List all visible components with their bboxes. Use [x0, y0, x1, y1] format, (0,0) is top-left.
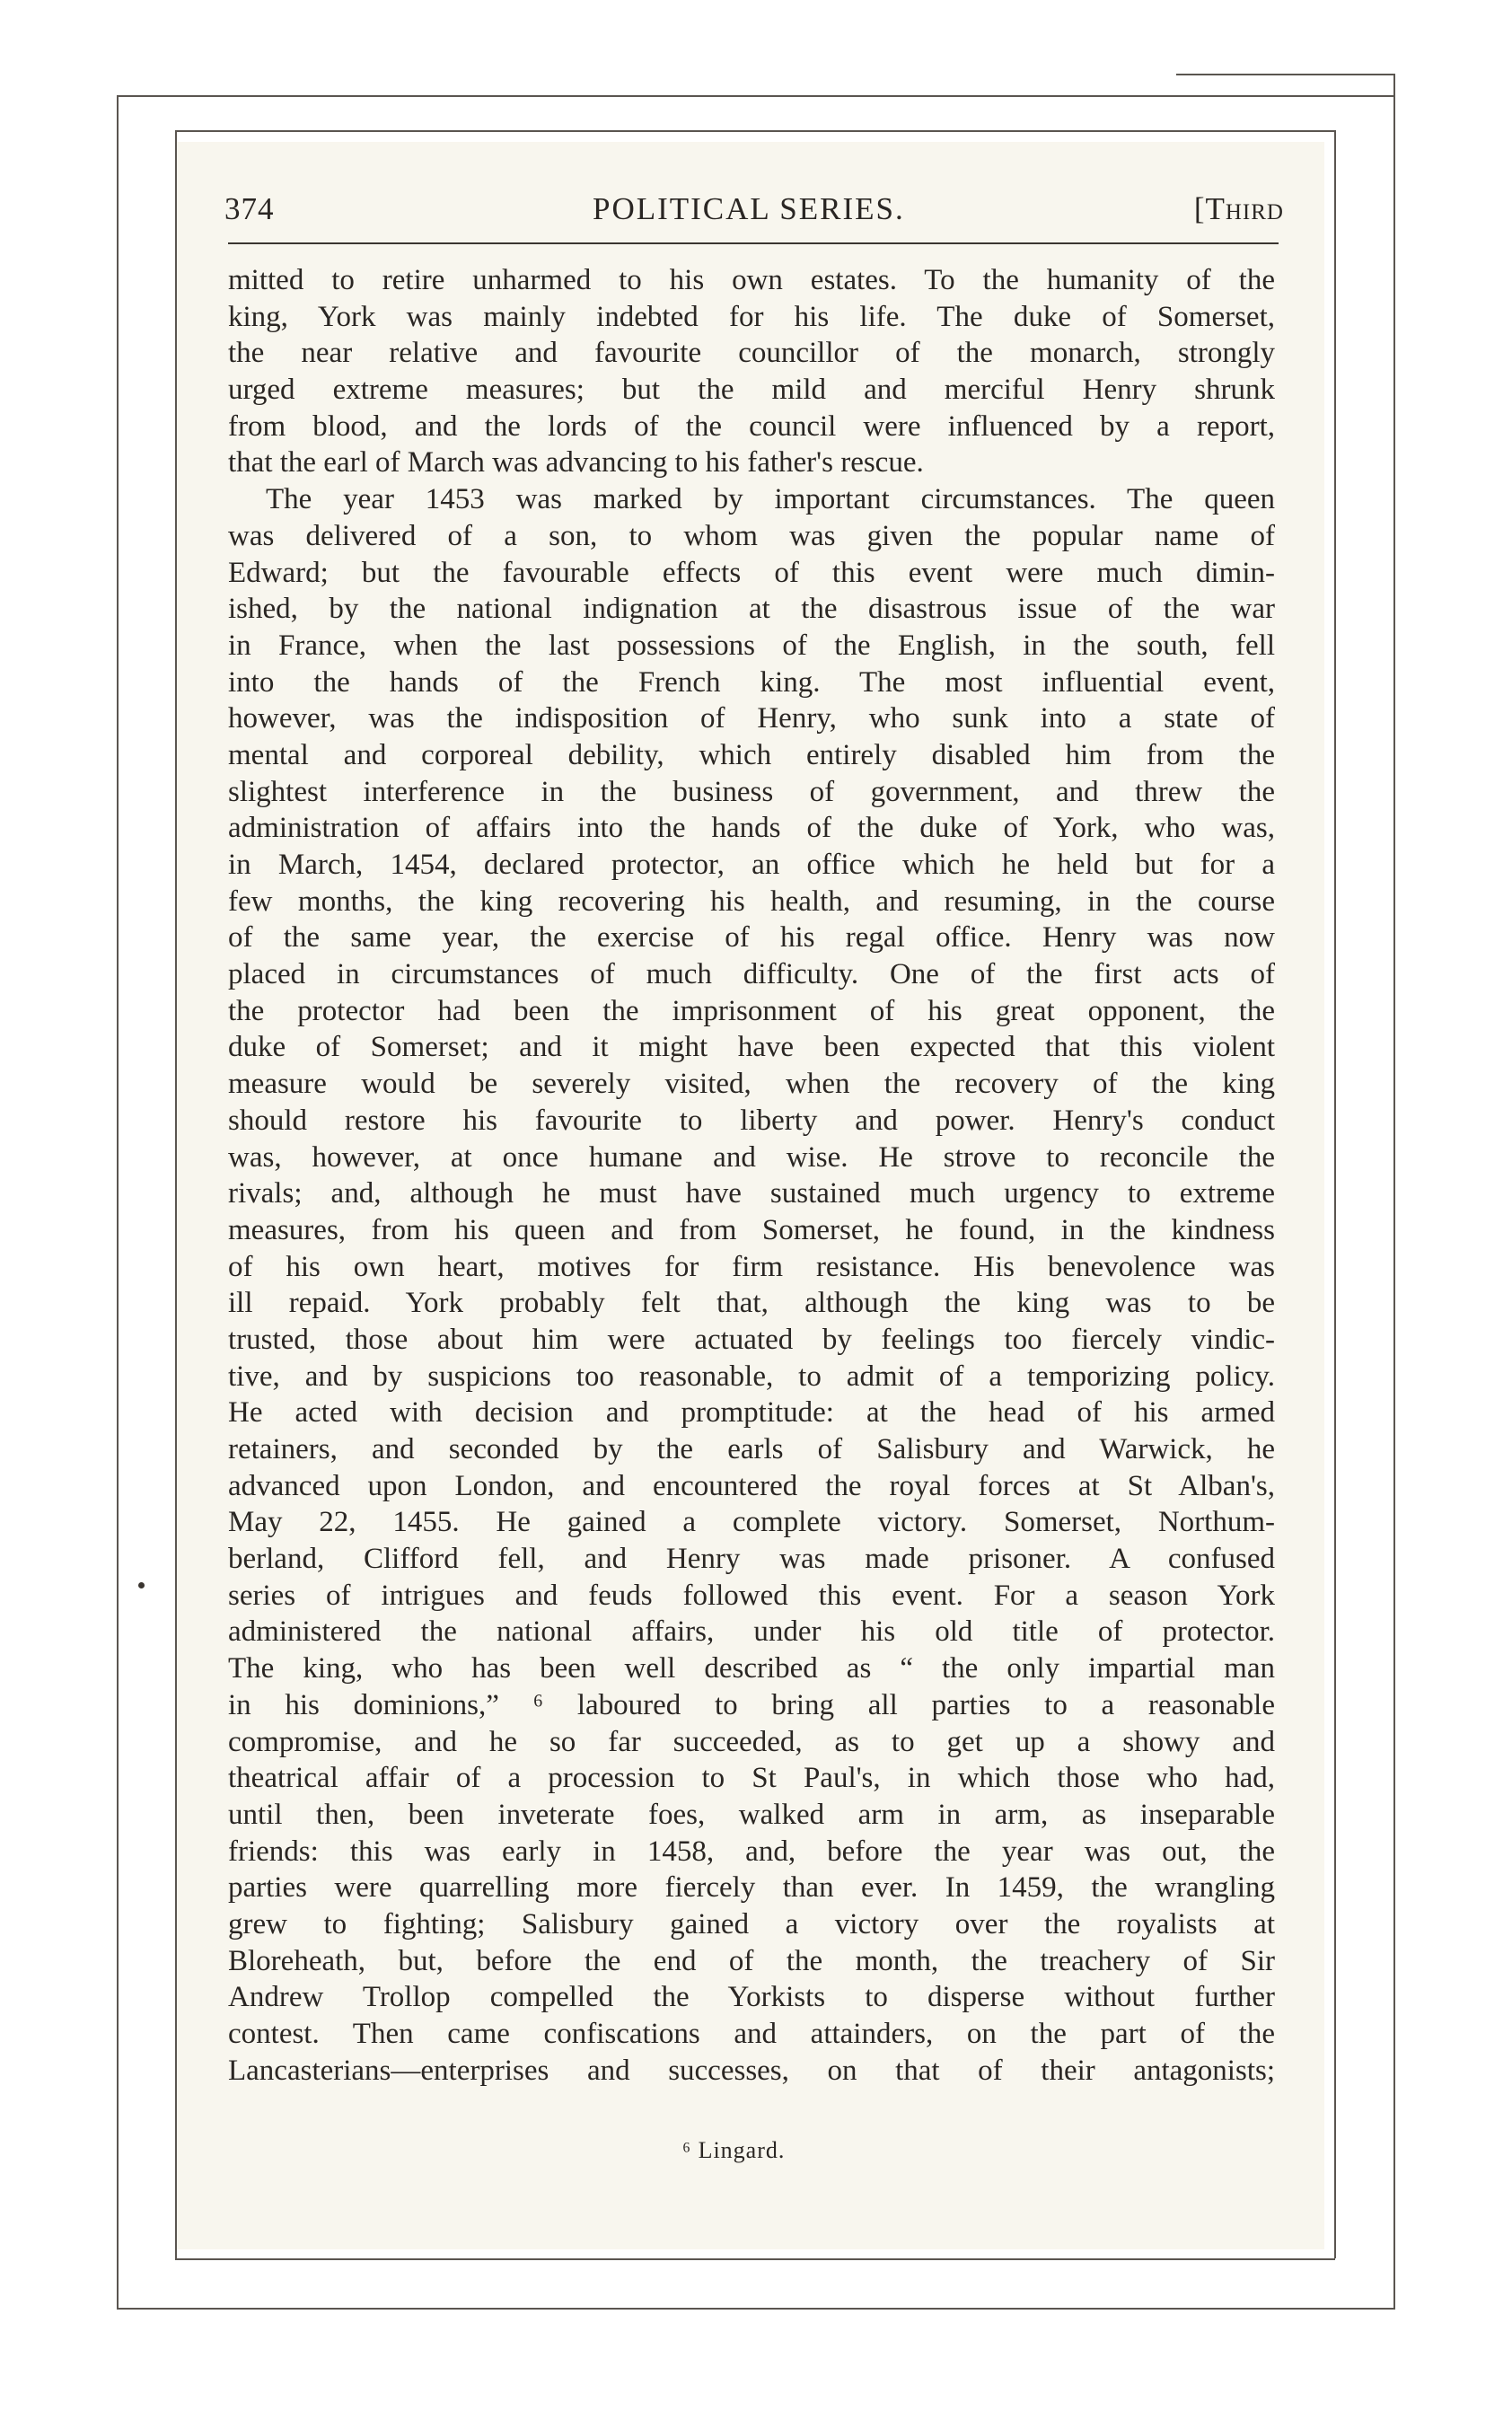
text-line: should restore his favourite to liberty and power. Henry's conduct: [228, 1104, 1275, 1137]
text-line: was, however, at once humane and wise. He strove to reconcile the: [228, 1140, 1275, 1174]
text-line: king, York was mainly indebted for his life. The duke of Somerset,: [228, 300, 1275, 333]
text-line: compromise, and he so far succeeded, as to get up a showy and: [228, 1725, 1275, 1758]
section-label: [Third: [1193, 191, 1284, 226]
text-line: berland, Clifford fell, and Henry was made prisoner. A confused: [228, 1543, 1275, 1576]
frame-outer-bottom: [117, 2308, 1395, 2310]
frame-outer-left: [117, 95, 119, 2309]
running-head: [224, 191, 1284, 245]
text-line: in his dominions,” ⁶ laboured to bring all parties to a reasonable: [228, 1688, 1275, 1721]
text-line: mitted to retire unharmed to his own estates. To the humanity of the: [228, 264, 1275, 296]
frame-inner-right: [1334, 130, 1336, 2258]
text-line: ill repaid. York probably felt that, although the king was to be: [228, 1287, 1275, 1320]
text-line: retainers, and seconded by the earls of Salisbury and Warwick, he: [228, 1433, 1275, 1465]
text-line: the protector had been the imprisonment of his great opponent, the: [228, 994, 1275, 1027]
body-text: [228, 262, 1275, 2089]
text-line: friends: this was early in 1458, and, before the year was out, the: [228, 1835, 1275, 1868]
text-line: advanced upon London, and encountered the royal forces at St Alban's,: [228, 1469, 1275, 1502]
text-line: parties were quarrelling more fiercely than ever. In 1459, the wrangling: [228, 1871, 1275, 1905]
text-line: administration of affairs into the hands of the duke of York, who was,: [228, 812, 1275, 845]
text-line: was delivered of a son, to whom was given the popular name of: [228, 519, 1275, 552]
frame-top-stub: [1176, 74, 1394, 75]
text-line: grew to fighting; Salisbury gained a victory over the royalists at: [228, 1907, 1275, 1940]
text-line: mental and corporeal debility, which entirely disabled him from the: [228, 738, 1275, 771]
text-line: series of intrigues and feuds followed this event. For a season York: [228, 1579, 1275, 1612]
text-line: of his own heart, motives for firm resistance. His benevolence was: [228, 1250, 1275, 1283]
text-line: Edward; but the favourable effects of this event were much dimin-: [228, 556, 1275, 589]
text-line: Lancasterians—enterprises and successes, on that of their antagonists;: [228, 2054, 1275, 2087]
text-line: The king, who has been well described as “ the only impartial man: [228, 1652, 1275, 1685]
text-line: duke of Somerset; and it might have been expected that this violent: [228, 1031, 1275, 1064]
running-title: POLITICAL SERIES.: [593, 191, 905, 226]
text-line: ished, by the national indignation at the disastrous issue of the war: [228, 593, 1275, 626]
head-rule: [228, 242, 1279, 244]
text-line: The year 1453 was marked by important circumstances. The queen: [266, 483, 1275, 516]
stray-ink-mark: [138, 1582, 145, 1588]
text-line: measures, from his queen and from Somerset, he found, in the kindness: [228, 1213, 1275, 1246]
text-line: measure would be severely visited, when the recovery of the king: [228, 1068, 1275, 1101]
text-line: however, was the indisposition of Henry, who sunk into a state of: [228, 702, 1275, 735]
text-line: Andrew Trollop compelled the Yorkists to disperse without further: [228, 1981, 1275, 2014]
frame-inner-bottom: [175, 2258, 1335, 2260]
text-line: He acted with decision and promptitude: at the head of his armed: [228, 1396, 1275, 1430]
frame-outer-right: [1393, 74, 1395, 2310]
text-line: tive, and by suspicions too reasonable, to admit of a temporizing policy.: [228, 1360, 1275, 1393]
text-line: until then, been inveterate foes, walked arm in arm, as inseparable: [228, 1798, 1275, 1831]
text-line: Bloreheath, but, before the end of the month, the treachery of Sir: [228, 1944, 1275, 1977]
text-line: in France, when the last possessions of the English, in the south, fell: [228, 629, 1275, 662]
text-line: May 22, 1455. He gained a complete victory. Somerset, Northum-: [228, 1506, 1275, 1539]
text-line: that the earl of March was advancing to his father's rescue.: [228, 446, 924, 480]
text-line: placed in circumstances of much difficulty. One of the first acts of: [228, 958, 1275, 991]
text-line: rivals; and, although he must have sustained much urgency to extreme: [228, 1177, 1275, 1210]
frame-inner-top: [175, 130, 1335, 132]
text-line: contest. Then came confiscations and attainders, on the part of the: [228, 2018, 1275, 2050]
page-number: 374: [224, 191, 275, 226]
text-line: the near relative and favourite councillor of the monarch, strongly: [228, 337, 1275, 370]
text-line: theatrical affair of a procession to St Paul's, in which those who had,: [228, 1762, 1275, 1795]
text-line: from blood, and the lords of the council were influenced by a report,: [228, 409, 1275, 443]
text-line: trusted, those about him were actuated by feelings too fiercely vindic-: [228, 1323, 1275, 1356]
text-line: administered the national affairs, under his old title of protector.: [228, 1615, 1275, 1649]
frame-outer-top: [117, 95, 1395, 97]
text-line: urged extreme measures; but the mild and merciful Henry shrunk: [228, 374, 1275, 407]
text-line: few months, the king recovering his health, and resuming, in the course: [228, 884, 1275, 918]
footnote: ⁶ Lingard.: [682, 2137, 786, 2163]
text-line: in March, 1454, declared protector, an office which he held but for a: [228, 849, 1275, 881]
text-line: slightest interference in the business of government, and threw the: [228, 775, 1275, 808]
text-line: of the same year, the exercise of his regal office. Henry was now: [228, 921, 1275, 955]
text-line: into the hands of the French king. The most influential event,: [228, 665, 1275, 699]
